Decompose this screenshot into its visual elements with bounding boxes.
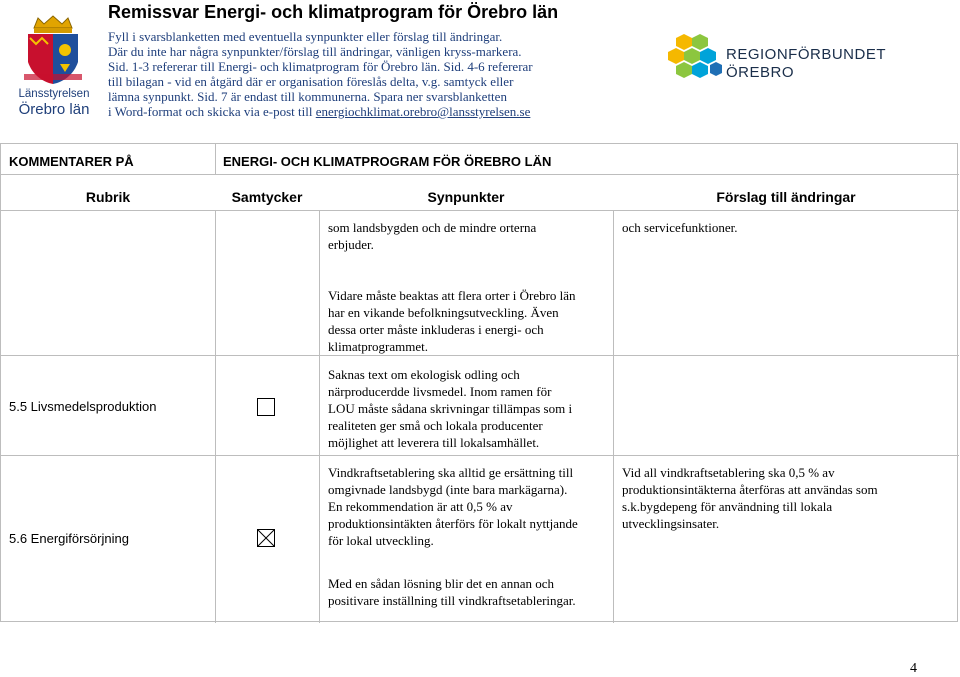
lansstyrelsen-logo: [8, 6, 98, 116]
intro-text: [108, 29, 578, 119]
text-line: Saknas text om ekologisk odling och: [328, 367, 520, 382]
text-line: En rekommendation är att 0,5 % av: [328, 499, 513, 514]
text-line: omgivnade landsbygd (inte bara markägarna).: [328, 482, 568, 497]
divider: [215, 210, 216, 623]
text-line: realiteten ger små och lokala producenter: [328, 418, 543, 433]
forslag-cell[interactable]: [622, 464, 952, 532]
hexagon-cluster-icon: [664, 32, 724, 88]
regionforbundet-logo: [664, 32, 887, 92]
rubrik-livsmedelsproduktion: 5.5 Livsmedelsproduktion: [9, 399, 157, 414]
text-line: Vid all vindkraftsetablering ska 0,5 % av: [622, 465, 835, 480]
comments-table: [0, 143, 958, 622]
email-link[interactable]: energiochklimat.orebro@lansstyrelsen.se: [315, 104, 531, 119]
text-line: dessa orter måste inkluderas i energi- och: [328, 322, 544, 337]
divider: [1, 355, 959, 356]
text-line: LOU måste sådana skrivningar tillämpas som i: [328, 401, 573, 416]
divider: [1, 455, 959, 456]
divider: [613, 210, 614, 623]
text-line: och servicefunktioner.: [622, 220, 738, 235]
coat-of-arms-icon: [24, 14, 82, 90]
synpunkter-cell[interactable]: [328, 219, 610, 355]
text-line: som landsbygden och de mindre orterna: [328, 220, 537, 235]
cross-mark-icon: [257, 529, 275, 547]
text-line: Vidare måste beaktas att flera orter i Örebro län: [328, 288, 576, 303]
right-logo-line2: ÖREBRO: [726, 64, 795, 81]
synpunkter-cell[interactable]: [328, 366, 610, 451]
text-line: utvecklingsinsater.: [622, 516, 720, 531]
table-header-right: ENERGI- OCH KLIMATPROGRAM FÖR ÖREBRO LÄN: [223, 154, 552, 169]
intro-line-last: [108, 104, 578, 119]
intro-line: Fyll i svarsblanketten med eventuella synpunkter eller förslag till ändringar.: [108, 29, 503, 44]
text-line: produktionsintäkten återförs för lokalt nyttjande: [328, 516, 578, 531]
divider: [1, 210, 959, 211]
text-line: har en vikande befolkningsutveckling. Även: [328, 305, 559, 320]
text-line: [328, 549, 610, 566]
synpunkter-cell[interactable]: [328, 464, 610, 609]
forslag-cell[interactable]: [622, 219, 952, 236]
rubrik-energiforsorjning: 5.6 Energiförsörjning: [9, 531, 129, 546]
left-logo-line2: Örebro län: [18, 101, 90, 118]
text-line: erbjuder.: [328, 237, 374, 252]
intro-line: till bilagan - vid en åtgärd där er organisation föreslås delta, v.g. samtyck eller: [108, 74, 514, 89]
column-header-rubrik: Rubrik: [85, 189, 131, 205]
divider: [215, 144, 216, 174]
intro-line: Sid. 1-3 refererar till Energi- och klimatprogram för Örebro län. Sid. 4-6 refererar: [108, 59, 533, 74]
right-logo-line1: REGIONFÖRBUNDET: [726, 46, 887, 63]
text-line: närproducerdde livsmedel. Inom ramen för: [328, 384, 552, 399]
text-line: [328, 566, 610, 575]
text-line: positivare inställning till vindkraftsetableringar.: [328, 593, 576, 608]
divider: [1, 174, 959, 175]
text-line: för lokal utveckling.: [328, 533, 434, 548]
text-line: s.k.bygdepeng för användning till lokala: [622, 499, 833, 514]
text-line: [328, 270, 610, 287]
page-number: 4: [910, 661, 917, 676]
samtycker-checkbox-checked[interactable]: [257, 529, 275, 547]
column-header-forslag: Förslag till ändringar: [716, 189, 856, 205]
divider: [319, 210, 320, 623]
text-line: Vindkraftsetablering ska alltid ge ersättning till: [328, 465, 574, 480]
text-line: produktionsintäkterna återföras att användas som: [622, 482, 878, 497]
intro-line: lämna synpunkt. Sid. 7 är endast till kommunerna. Spara ner svarsblanketten: [108, 89, 507, 104]
column-header-synpunkter: Synpunkter: [427, 189, 505, 205]
text-line: Med en sådan lösning blir det en annan och: [328, 576, 554, 591]
intro-line: Där du inte har några synpunkter/förslag till ändringar, vänligen kryss-markera.: [108, 44, 522, 59]
text-line: möjlighet att leverera till lokalsamhället.: [328, 435, 540, 450]
text-line: [328, 253, 610, 270]
intro-last-prefix: i Word-format och skicka via e-post till: [108, 104, 316, 119]
column-header-samtycker: Samtycker: [231, 189, 303, 205]
left-logo-line1: Länsstyrelsen: [18, 88, 90, 100]
samtycker-checkbox-unchecked[interactable]: [257, 398, 275, 416]
page-title: Remissvar Energi- och klimatprogram för Örebro län: [108, 2, 559, 22]
table-header-left: KOMMENTARER PÅ: [9, 154, 134, 169]
text-line: klimatprogrammet.: [328, 339, 429, 354]
